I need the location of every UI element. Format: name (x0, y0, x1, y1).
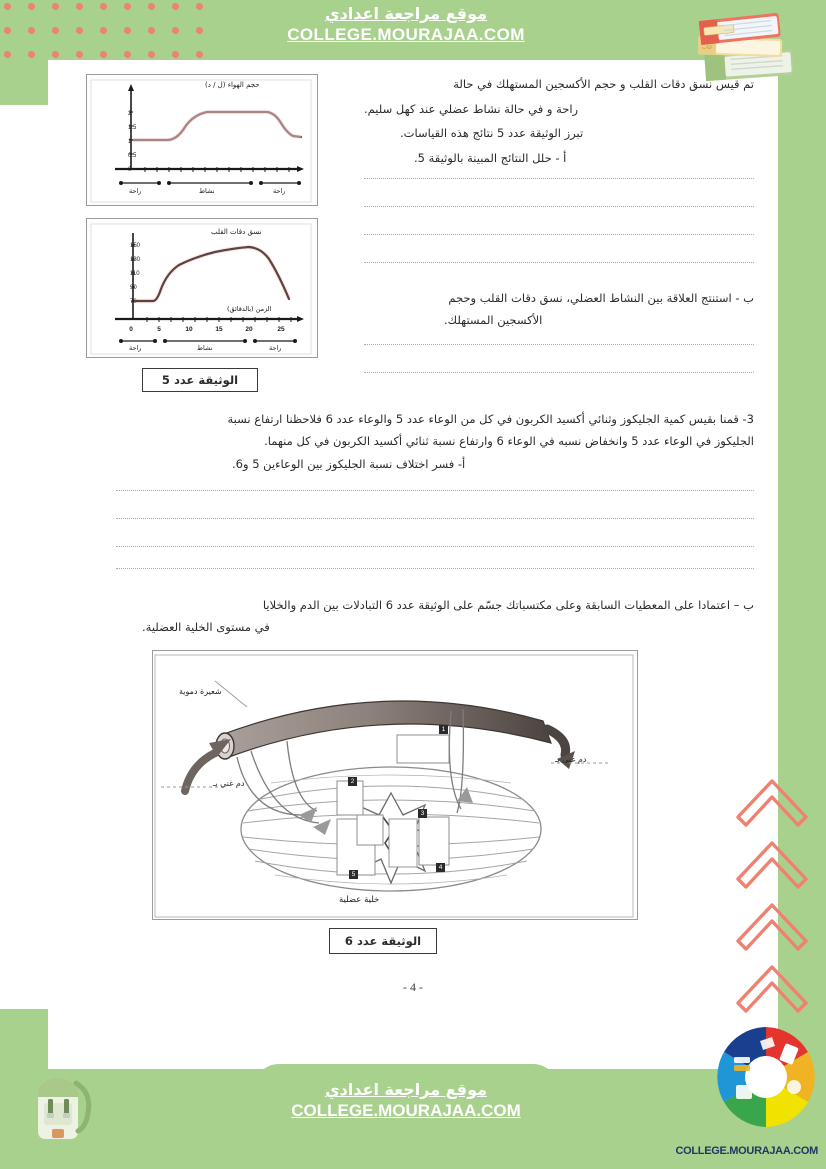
intro-line-4: أ - حلل النتائج المبينة بالوثيقة 5. (414, 151, 567, 166)
svg-text:0: 0 (129, 326, 133, 333)
header-site-url: COLLEGE.MOURAJAA.COM (287, 25, 525, 44)
figure-heart-rate-chart (86, 218, 318, 358)
figure2-x-axis-title: الزمن (بالدقائق) (227, 305, 272, 313)
figure1-y-axis-title: حجم الهواء (ل / د) (205, 81, 260, 89)
svg-text:2: 2 (128, 111, 132, 117)
figure3-callout-5: 5 (349, 870, 358, 879)
question-b1-line-1: ب - استنتج العلاقة بين النشاط العضلي، نسق دقات القلب وحجم (448, 291, 754, 305)
document-5-caption: الوثيقة عدد 5 (142, 368, 258, 392)
figure3-callout-2: 2 (348, 777, 357, 786)
header-site-name-arabic: موقع مراجعة اعدادي (324, 4, 488, 23)
intro-line-2: راحة و في حالة نشاط عضلي عند كهل سليم. (364, 101, 579, 116)
question-3-line-2: الجليكوز في الوعاء عدد 5 وانخفاض نسبه في الوعاء 6 وارتفاع نسبة ثنائي أكسيد الكربون في كل منهما. (264, 434, 754, 449)
figure3-callout-3: 3 (418, 809, 427, 818)
figure2-phase-rest-1: راحة (129, 344, 142, 352)
figure1-phase-rest-1: راحة (129, 187, 142, 195)
intro-paragraph (364, 72, 754, 171)
answer-line[interactable] (116, 518, 754, 519)
answer-line[interactable] (116, 490, 754, 491)
figure-oxygen-volume-chart (86, 74, 318, 206)
page-number: - 4 - (403, 980, 423, 994)
question-b1-paragraph (364, 288, 754, 332)
header-branding (246, 4, 566, 45)
question-3-line-3: أ- فسر اختلاف نسبة الجليكوز بين الوعاءين 5 و6. (232, 456, 466, 471)
svg-text:1.5: 1.5 (128, 125, 137, 131)
question-3-line-1: 3- قمنا بقيس كمية الجليكوز وثنائي أكسيد الكربون في كل من الوعاء عدد 5 والوعاء عدد 6 فلاحظنا ارتفاع نسبة (227, 412, 754, 426)
document-6-caption: الوثيقة عدد 6 (329, 928, 437, 954)
svg-text:0.5: 0.5 (128, 153, 137, 159)
svg-text:110: 110 (130, 271, 140, 277)
answer-line[interactable] (364, 372, 754, 373)
figure-blood-muscle-exchange-diagram (152, 650, 638, 920)
svg-text:20: 20 (245, 326, 253, 333)
svg-text:15: 15 (215, 326, 223, 333)
left-green-accent-top (0, 0, 48, 105)
corner-watermark-url: COLLEGE.MOURAJAA.COM (675, 1145, 818, 1157)
figure3-label-muscle-cell: خلية عضلية (339, 895, 380, 905)
worksheet-content (48, 60, 778, 1069)
svg-text:1: 1 (128, 139, 132, 145)
svg-text:70: 70 (130, 299, 137, 305)
figure3-label-capillary: شعيرة دموية (179, 687, 222, 696)
figure1-phase-rest-2: راحة (273, 187, 286, 195)
svg-text:0: 0 (128, 167, 132, 173)
answer-line[interactable] (364, 206, 754, 207)
question-3-paragraph (82, 408, 754, 475)
answer-line[interactable] (364, 344, 754, 345)
question-3b-line-1: ب – اعتمادا على المعطيات السابقة وعلى مكتسباتك جسّم على الوثيقة عدد 6 التبادلات بين الدم والخلايا (262, 598, 754, 612)
heart-rate-plot (85, 219, 317, 359)
svg-text:130: 130 (130, 257, 141, 263)
footer-site-url: COLLEGE.MOURAJAA.COM (291, 1101, 521, 1120)
svg-text:5: 5 (157, 326, 161, 333)
figure2-phase-activity: نشاط (197, 344, 213, 352)
figure3-callout-1: 1 (439, 725, 448, 734)
svg-text:كتاب: كتاب (701, 44, 713, 51)
answer-line[interactable] (364, 178, 754, 179)
answer-line[interactable] (364, 262, 754, 263)
backpack-illustration-icon (14, 1059, 110, 1151)
question-b1-line-2: الأكسجين المستهلك. (444, 312, 543, 327)
figure2-y-axis-title: نسق دقات القلب (211, 228, 262, 236)
svg-text:90: 90 (130, 285, 137, 291)
figure1-phase-activity: نشاط (199, 187, 215, 195)
intro-line-3: تبرز الوثيقة عدد 5 نتائج هذه القياسات. (400, 126, 584, 141)
svg-text:150: 150 (130, 243, 141, 249)
footer-site-name-arabic: موقع مراجعة اعدادي (324, 1080, 488, 1099)
figure3-label-blood-in: دم غني بـ (213, 779, 245, 788)
svg-text:10: 10 (185, 326, 193, 333)
svg-text:25: 25 (277, 326, 285, 333)
answer-line[interactable] (116, 546, 754, 547)
question-3b-line-2: في مستوى الخلية العضلية. (142, 620, 270, 635)
answer-line[interactable] (364, 234, 754, 235)
question-3b-paragraph (82, 594, 754, 639)
footer-branding (253, 1080, 559, 1121)
intro-line-1: تم قيس نسق دقات القلب و حجم الأكسجين المستهلك في حالة (453, 77, 754, 91)
figure3-label-blood-out: دم غني بـ (555, 755, 587, 764)
answer-line[interactable] (116, 568, 754, 569)
figure2-phase-rest-2: راحة (269, 344, 282, 352)
figure3-callout-4: 4 (436, 863, 445, 872)
